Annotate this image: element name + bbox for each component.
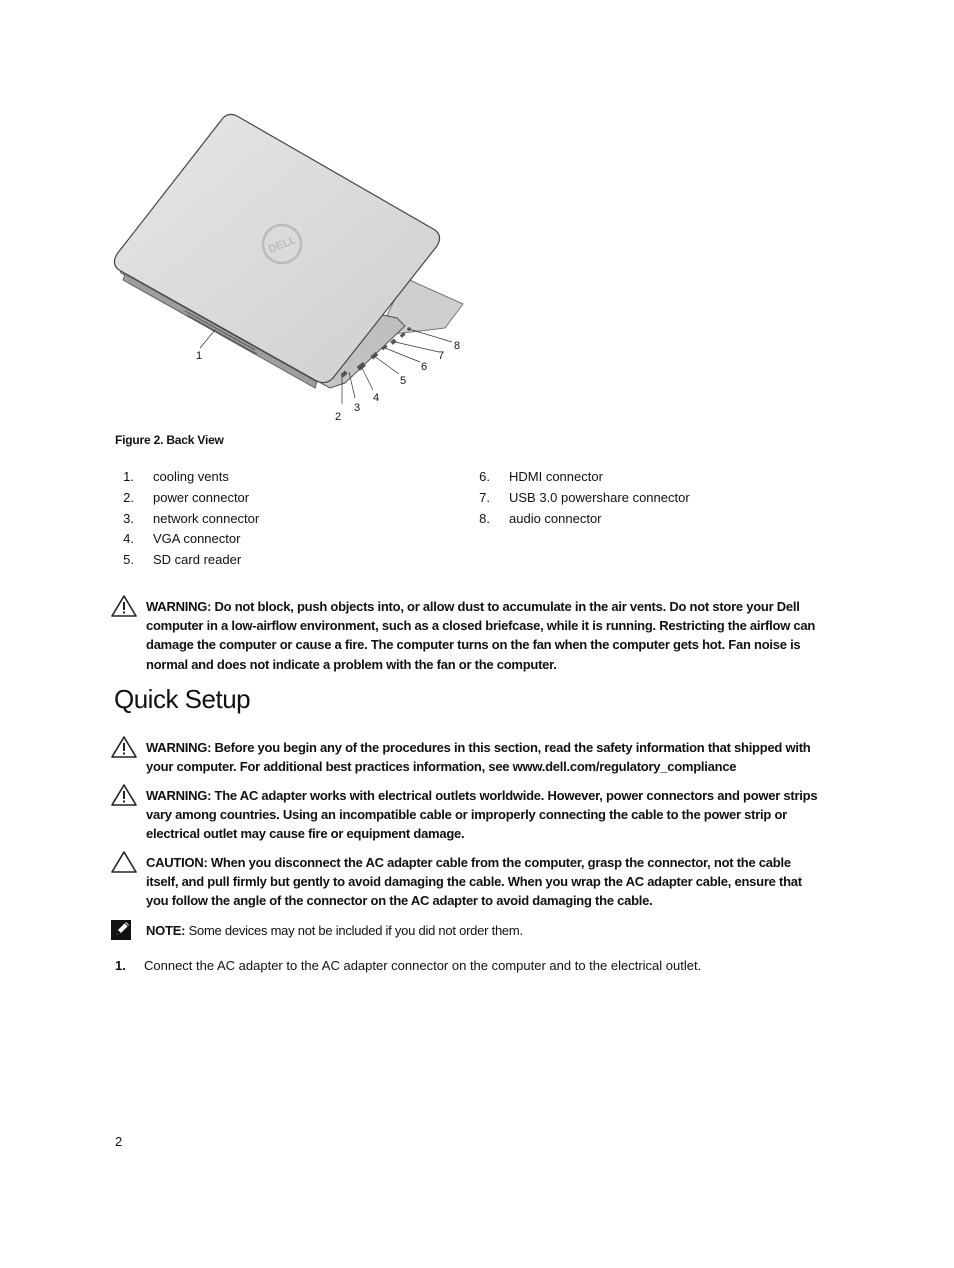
item-label: HDMI connector — [509, 469, 603, 484]
callout-2: 2 — [335, 411, 342, 423]
page-number: 2 — [115, 1134, 123, 1149]
item-label: SD card reader — [153, 552, 242, 568]
note-devices-notice — [108, 921, 818, 947]
item-number: 6. — [479, 469, 490, 484]
list-item — [471, 467, 791, 488]
list-item — [115, 509, 435, 530]
warning-triangle-icon — [108, 597, 140, 623]
note-pencil-icon — [108, 921, 140, 947]
callout-8: 8 — [454, 340, 461, 352]
step-number: 1. — [115, 958, 126, 973]
list-item — [471, 488, 791, 509]
item-number: 8. — [479, 510, 490, 526]
item-label: power connector — [153, 489, 250, 505]
laptop-back-view-figure — [105, 108, 477, 428]
callout-4: 4 — [373, 392, 380, 404]
laptop-illustration — [105, 108, 477, 428]
step-text: Connect the AC adapter to the AC adapter connector on the computer and to the electrical outlet. — [144, 958, 702, 973]
svg-text:DELL: DELL — [266, 233, 298, 256]
item-number: 4. — [123, 531, 134, 547]
item-number: 5. — [123, 552, 134, 568]
warning-triangle-icon — [108, 738, 140, 764]
warning-text: WARNING: The AC adapter works with electrical outlets worldwide. However, power connectors and power strips vary among countries. Using an incompatible cable or improperly connecting the cable to the power strip or electrical outlet may cause fire or equipment damage. — [146, 788, 818, 842]
note-body: Some devices may not be included if you did not order them. — [185, 923, 523, 938]
list-item — [115, 467, 435, 488]
parts-list-left — [115, 467, 435, 571]
setup-step — [115, 956, 835, 975]
warning-text: WARNING: Do not block, push objects into, or allow dust to accumulate in the air vents. Do not store your Dell computer in a low-airflow environment, such as a closed briefcase, while it is running. Restricting the airflow can damage the computer or cause a fire. The computer turns on the fan when the computer gets hot. Fan noise is normal and does not indicate a problem with the fan or the computer. — [146, 599, 816, 672]
caution-cable-notice — [108, 853, 818, 911]
caution-triangle-icon — [108, 853, 140, 879]
warning-adapter-notice — [108, 786, 818, 844]
parts-list-right — [471, 467, 791, 529]
list-item — [115, 550, 435, 571]
note-label: NOTE: — [146, 923, 186, 938]
item-label: VGA connector — [153, 531, 241, 547]
caution-text: CAUTION: When you disconnect the AC adapter cable from the computer, grasp the connector, not the cable itself, and pull firmly but gently to avoid damaging the cable. When you wrap the AC adapter cable, ensure that you follow the angle of the connector on the AC adapter to avoid damaging the cable. — [146, 855, 802, 909]
callout-6: 6 — [421, 361, 428, 373]
warning-triangle-icon — [108, 786, 140, 812]
section-title: Quick Setup — [114, 684, 251, 714]
warning-text: WARNING: Before you begin any of the procedures in this section, read the safety information that shipped with your computer. For additional best practices information, see www.dell.com/regulatory_compliance — [146, 740, 811, 775]
item-number: 7. — [479, 489, 490, 505]
note-text — [146, 921, 818, 947]
callout-1: 1 — [196, 350, 203, 362]
callout-5: 5 — [400, 375, 407, 387]
item-number: 2. — [123, 489, 134, 505]
item-number: 1. — [123, 469, 134, 484]
list-item — [115, 488, 435, 509]
item-label: network connector — [153, 510, 260, 526]
item-label: cooling vents — [153, 469, 229, 484]
figure-caption: Figure 2. Back View — [115, 433, 224, 447]
item-label: audio connector — [509, 510, 602, 526]
item-number: 3. — [123, 510, 134, 526]
item-label: USB 3.0 powershare connector — [509, 489, 690, 505]
callout-3: 3 — [354, 402, 361, 414]
warning-safety-notice — [108, 738, 818, 776]
callout-7: 7 — [438, 350, 445, 362]
list-item — [471, 509, 791, 530]
list-item — [115, 529, 435, 550]
warning-vents-notice — [108, 597, 818, 674]
